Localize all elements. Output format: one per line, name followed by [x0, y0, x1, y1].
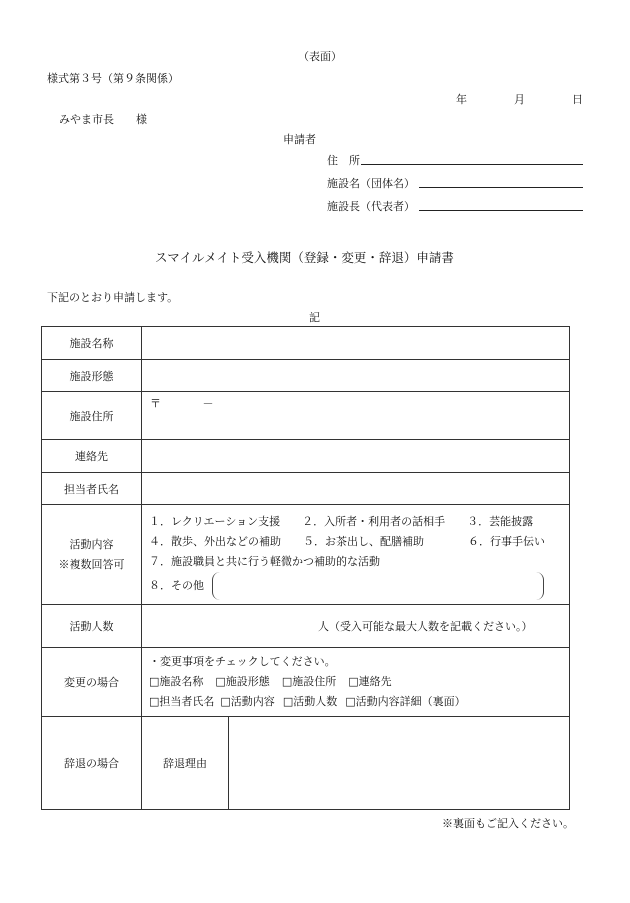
director-field[interactable]: [419, 210, 583, 211]
headcount-cell-label: 活動人数: [42, 605, 142, 648]
form-number: 様式第３号（第９条関係）: [47, 72, 179, 85]
row-facility-type: [42, 360, 570, 392]
applicant-heading: 申請者: [283, 133, 316, 146]
director-label: 施設長（代表者）: [327, 200, 415, 213]
facility-name-field[interactable]: [419, 187, 583, 188]
activity-other-label[interactable]: ８．その他: [149, 578, 204, 592]
activity-label: 活動内容: [69, 537, 114, 551]
facility-type-cell-label: 施設形態: [42, 360, 142, 392]
change-options-row-2: [149, 692, 569, 712]
change-options: [142, 648, 570, 717]
withdraw-cell-label: 辞退の場合: [42, 717, 142, 810]
row-activity: [42, 505, 570, 605]
intro-text: 下記のとおり申請します。: [47, 291, 179, 304]
postal-mark: 〒: [150, 397, 161, 410]
document-title: スマイルメイト受入機関（登録・変更・辞退）申請書: [155, 250, 454, 265]
activity-line-4: [149, 572, 569, 598]
address-field[interactable]: [361, 164, 583, 165]
change-instruction: ・変更事項をチェックしてください。: [149, 655, 336, 668]
headcount-note: 人（受入可能な最大人数を記載ください。）: [318, 620, 533, 633]
activity-line-1[interactable]: １．レクリエーション支援 ２．入所者・利用者の話相手 ３．芸能披露: [149, 514, 534, 528]
person-in-charge-cell-label: 担当者氏名: [42, 473, 142, 505]
row-withdraw: [42, 717, 570, 810]
change-cell-label: 変更の場合: [42, 648, 142, 717]
row-change: [42, 648, 570, 717]
ki-mark: 記: [309, 311, 320, 324]
address-label: 住 所: [327, 154, 360, 167]
activity-options: [142, 505, 570, 605]
checkbox-facility-name[interactable]: □施設名称: [149, 675, 204, 688]
withdraw-reason-label: 辞退理由: [142, 717, 229, 810]
page-side-label: （表面）: [298, 50, 342, 63]
facility-name-input[interactable]: [142, 327, 570, 360]
headcount-input[interactable]: [142, 605, 570, 648]
change-options-row-1: [149, 672, 569, 692]
row-facility-name: [42, 327, 570, 360]
checkbox-headcount[interactable]: □活動人数: [282, 695, 338, 708]
row-facility-address: [42, 392, 570, 440]
person-in-charge-input[interactable]: [142, 473, 570, 505]
row-headcount: [42, 605, 570, 648]
contact-input[interactable]: [142, 440, 570, 473]
postal-dash: －: [202, 397, 214, 410]
multiple-answers-note: ※複数回答可: [58, 557, 125, 571]
activity-line-2[interactable]: ４．散歩、外出などの補助 ５．お茶出し、配膳補助 ６．行事手伝い: [149, 534, 545, 548]
contact-cell-label: 連絡先: [42, 440, 142, 473]
checkbox-contact[interactable]: □連絡先: [348, 675, 392, 688]
application-table: [41, 326, 570, 810]
checkbox-activity-details[interactable]: □活動内容詳細（裏面）: [345, 695, 466, 708]
date-year-label: 年: [456, 93, 467, 106]
withdraw-reason-input[interactable]: [229, 717, 570, 810]
other-bracket-field[interactable]: [212, 572, 544, 600]
facility-address-cell-label: 施設住所: [42, 392, 142, 440]
facility-name-label: 施設名（団体名）: [327, 177, 415, 190]
row-person-in-charge: [42, 473, 570, 505]
date-day-label: 日: [572, 93, 583, 106]
checkbox-person-in-charge[interactable]: □担当者氏名: [149, 695, 215, 708]
activity-cell-label: [42, 505, 142, 605]
row-contact: [42, 440, 570, 473]
date-month-label: 月: [514, 93, 525, 106]
activity-line-3[interactable]: ７．施設職員と共に行う軽微かつ補助的な活動: [149, 554, 380, 568]
facility-address-input[interactable]: [142, 392, 570, 440]
checkbox-facility-type[interactable]: □施設形態: [215, 675, 270, 688]
addressee: みやま市長 様: [59, 113, 147, 126]
facility-type-input[interactable]: [142, 360, 570, 392]
facility-name-cell-label: 施設名称: [42, 327, 142, 360]
checkbox-activity-content[interactable]: □活動内容: [220, 695, 275, 708]
footer-note: ※裏面もご記入ください。: [442, 817, 574, 830]
checkbox-facility-address[interactable]: □施設住所: [281, 675, 337, 688]
